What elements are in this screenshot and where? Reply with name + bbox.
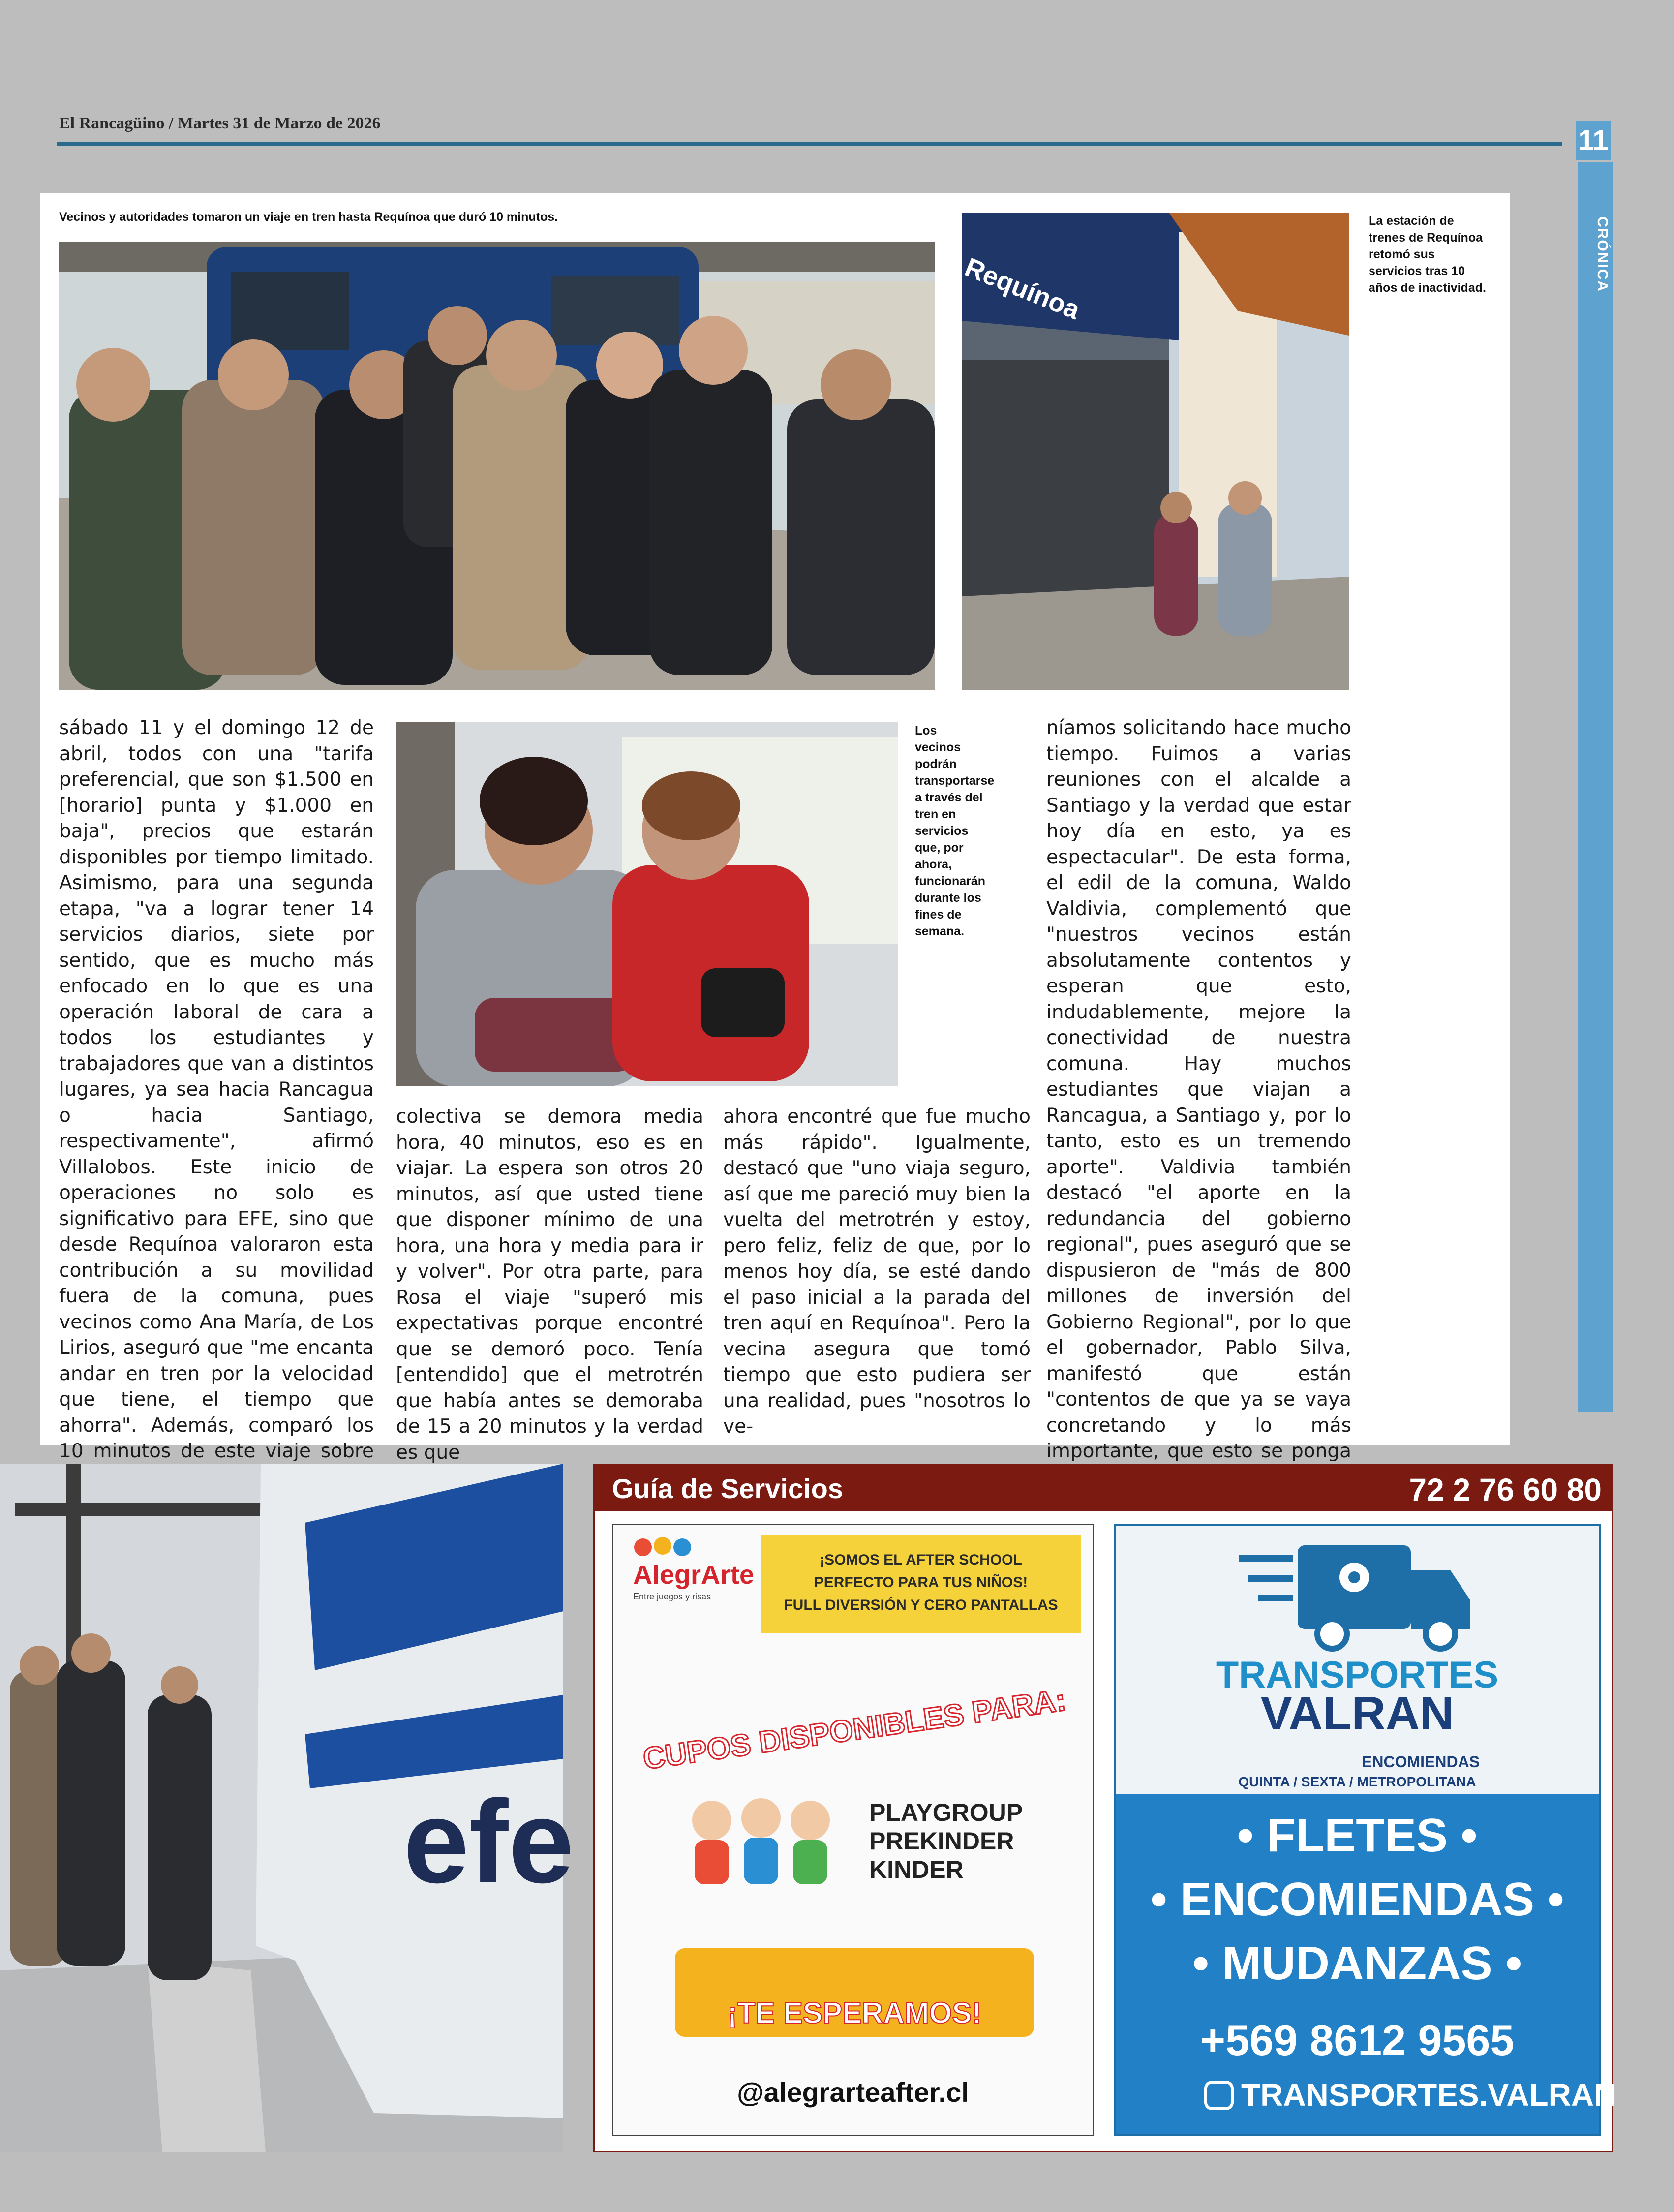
valran-sub: ENCOMIENDAS bbox=[1362, 1753, 1480, 1771]
alegrarte-brand: AlegrArte bbox=[633, 1560, 755, 1590]
service-encomiendas: • ENCOMIENDAS • bbox=[1150, 1873, 1564, 1926]
after-school-banner bbox=[761, 1535, 1081, 1633]
truck-icon bbox=[1239, 1536, 1475, 1654]
column-1-text: sábado 11 y el domingo 12 de abril, todos con una "tarifa preferencial, que son $1.500 en [horario] punta y $1.000 en baja", precios que estarán disponibles por tiempo limitado. Asimismo, para una segunda etapa, "va a lograr tener 14 servicios diarios, siete por sentido, que es mucho más enfocado en lo que es una operación laboral de cara a todos los estudiantes y trabajadores que van a distintos lugares, ya sea hacia Rancagua o hacia Santiago, respectivamente", afirmó Villalobos. Este inicio de operaciones no solo es significativo para EFE, sino que desde Requínoa valoraron esta contribución a su movilidad fuera de la comuna, pues vecinos como Ana María, de Los Lirios, aseguró que "me encanta andar en tren por la velocidad que tiene, el tiempo que ahorra". Además, comparó los 10 minutos de este viaje sobre bbox=[59, 717, 374, 1462]
article-column-4 bbox=[1046, 715, 1351, 1462]
service-mudanzas: • MUDANZAS • bbox=[1192, 1937, 1522, 1990]
station-photo-caption: La estación de trenes de Requínoa retomó sus servicios tras 10 años de inactividad. bbox=[1369, 214, 1486, 295]
banner-line-1: ¡SOMOS EL AFTER SCHOOL bbox=[820, 1552, 1022, 1568]
valran-brand-line-1: TRANSPORTES bbox=[1216, 1654, 1499, 1696]
page-number: 11 bbox=[1576, 121, 1611, 160]
article-column-1 bbox=[59, 715, 374, 1462]
level-playgroup: PLAYGROUP bbox=[869, 1799, 1023, 1826]
header-rule bbox=[57, 142, 1562, 146]
group-photo bbox=[59, 242, 935, 690]
valran-brand-line-2: VALRAN bbox=[1260, 1687, 1454, 1740]
train-photo bbox=[0, 1464, 574, 2152]
guide-title: Guía de Servicios bbox=[612, 1473, 843, 1504]
handprints-icon bbox=[618, 1535, 707, 1560]
service-fletes: • FLETES • bbox=[1237, 1809, 1478, 1862]
masthead: El Rancagüino / Martes 31 de Marzo de 2026 bbox=[59, 114, 381, 132]
guide-phone: 72 2 76 60 80 bbox=[1409, 1472, 1602, 1507]
valran-ad bbox=[1114, 1524, 1617, 2136]
top-photo-caption: Vecinos y autoridades tomaron un viaje en tren hasta Requínoa que duró 10 minutos. bbox=[59, 210, 558, 224]
valran-phone: +569 8612 9565 bbox=[1200, 2016, 1515, 2064]
column-3-text: ahora encontré que fue mucho más rápido". Igualmente, destacó que "uno viaja seguro, así que me pareció muy bien la vuelta del metrotrén y estoy, pero feliz, feliz de que, por lo menos hoy día, se esté dando el paso inicial a la parada del tren aquí en Requínoa". Pero la vecina asegura que tomó tiempo que esto pudiera ser una realidad, pues "nosotros lo ve- bbox=[723, 1106, 1031, 1438]
column-4-text: níamos solicitando hace mucho tiempo. Fuimos a varias reuniones con el alcalde a Santiago y la verdad que estar hoy día en esto, ya es espectacular". De esta forma, el edil de la comuna, Waldo Valdivia, complementó que "nuestros vecinos están absolutamente contentos y esperan que esto, indudablemente, mejore la conectividad de nuestra comuna. Hay muchos estudiantes que viajan a Rancagua, a Santiago y, por lo tanto, esto es un tremendo aporte". Valdivia también destacó "el aporte en la redundancia del gobierno regional", pues aseguró que se dispusieron de "más de 800 millones de inversión del Gobierno Regional", por lo que el gobernador, Pablo Silva, manifestó que están "contentos de que ya se vaya concretando y lo más importante, que esto se ponga bbox=[1046, 717, 1351, 1462]
valran-services-panel bbox=[1116, 1794, 1617, 2134]
cupos-heading: CUPOS DISPONIBLES PARA: bbox=[640, 1683, 1068, 1776]
section-label: CRÓNICA bbox=[1594, 216, 1611, 292]
article-column-2 bbox=[396, 1104, 703, 1464]
alegrarte-ad bbox=[612, 1524, 1094, 2136]
children-illustration bbox=[682, 1791, 840, 1889]
column-2-text: colectiva se demora media hora, 40 minutos, eso es en viajar. La espera son otros 20 minutos, así que usted tiene que disponer mínimo de una hora, una hora y media para ir y volver". Por otra parte, para Rosa el viaje "superó mis expectativas porque encontré que se demoró poco. Tenía [entendido] que el metrotrén que había antes se demoraba de 15 a 20 minutos y la verdad es que bbox=[396, 1106, 703, 1464]
interior-photo bbox=[396, 722, 898, 1086]
article bbox=[40, 193, 1510, 1464]
level-prekinder: PREKINDER bbox=[869, 1827, 1014, 1855]
interior-photo-caption: Los vecinos podrán transportarse a través del tren en servicios que, por ahora, funcionarán durante los fines de semana. bbox=[915, 724, 995, 938]
valran-regions: QUINTA / SEXTA / METROPOLITANA bbox=[1238, 1774, 1476, 1789]
guide-header bbox=[595, 1466, 1612, 1511]
levels-list bbox=[869, 1798, 1023, 1884]
instagram-icon bbox=[1204, 2081, 1234, 2110]
station-photo bbox=[962, 213, 1349, 690]
efe-logo: efe bbox=[403, 1776, 574, 1907]
banner-line-2: PERFECTO PARA TUS NIÑOS! bbox=[814, 1574, 1028, 1591]
esperamos-banner: ¡TE ESPERAMOS! bbox=[675, 1948, 1034, 2037]
banner-line-3: FULL DIVERSIÓN Y CERO PANTALLAS bbox=[784, 1597, 1058, 1613]
alegrarte-tagline: Entre juegos y risas bbox=[633, 1592, 711, 1601]
services-guide bbox=[593, 1464, 1617, 2152]
station-sign: Requínoa bbox=[961, 252, 1084, 325]
valran-instagram: TRANSPORTES.VALRAN bbox=[1241, 2077, 1617, 2113]
article-column-3 bbox=[723, 1104, 1031, 1438]
level-kinder: KINDER bbox=[869, 1856, 964, 1883]
valran-brand bbox=[1116, 1654, 1599, 1740]
alegrarte-handle: @alegrarteafter.cl bbox=[737, 2077, 969, 2108]
